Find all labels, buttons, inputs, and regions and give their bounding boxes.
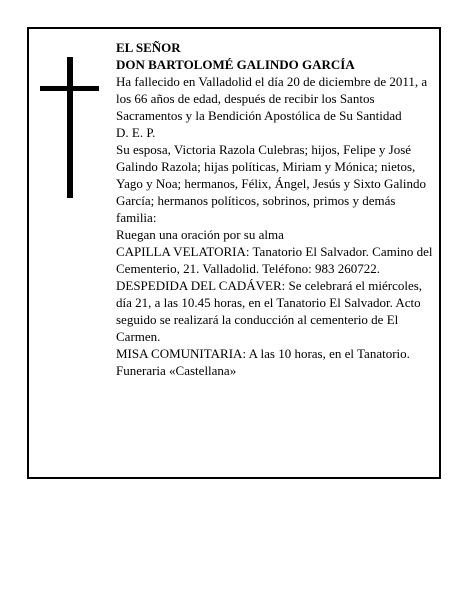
family-list: Su esposa, Victoria Razola Culebras; hijos, Felipe y José Galindo Razola; hijas políticas, Miriam y Mónica; nietos, Yago y Noa; hermanos, Félix, Ángel, Jesús y Sixto Galindo García; hermanos políticos, sobrinos, primos y demás familia: (116, 142, 426, 225)
death-announcement: Ha fallecido en Valladolid el día 20 de diciembre de 2011, a los 66 años de edad, después de recibir los Santos Sacramentos y la Bendición Apostólica de Su Santidad (116, 74, 428, 123)
prayer-request: Ruegan una oración por su alma (116, 227, 284, 242)
cross-vertical-bar (67, 57, 73, 198)
deceased-name: DON BARTOLOMÉ GALINDO GARCÍA (116, 57, 355, 72)
mass-info: MISA COMUNITARIA: A las 10 horas, en el Tanatorio. (116, 346, 410, 361)
obituary-notice (27, 27, 441, 479)
rip-line: D. E. P. (116, 125, 156, 140)
funeral-home: Funeraria «Castellana» (116, 363, 237, 378)
chapel-info: CAPILLA VELATORIA: Tanatorio El Salvador. Camino del Cementerio, 21. Valladolid. Teléfono: 983 260722. (116, 244, 433, 276)
notice-title: EL SEÑOR (116, 40, 181, 55)
cross-horizontal-bar (40, 86, 99, 91)
obituary-text (116, 39, 434, 379)
farewell-info: DESPEDIDA DEL CADÁVER: Se celebrará el miércoles, día 21, a las 10.45 horas, en el Tanatorio El Salvador. Acto seguido se realizará la conducción al cementerio de El Carmen. (116, 278, 423, 344)
